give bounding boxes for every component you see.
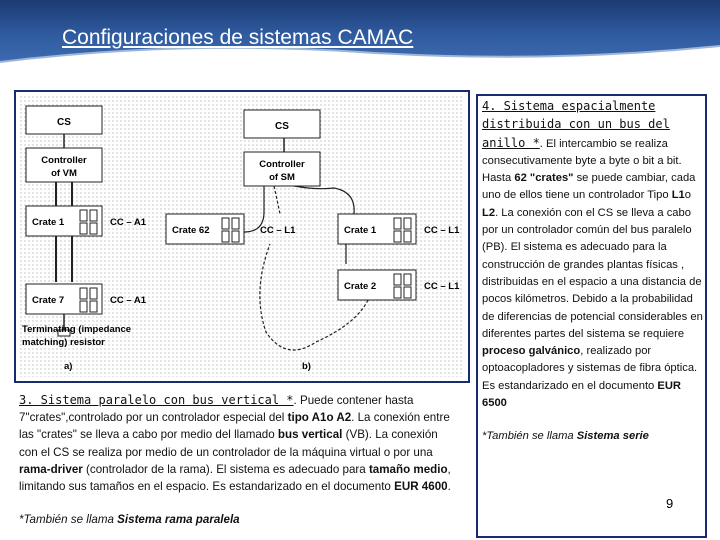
crate-1-a-label: Crate 1 — [32, 217, 65, 228]
crate-module-icon — [90, 301, 97, 312]
crate-module-icon — [80, 288, 87, 299]
crate-module-icon — [404, 274, 411, 285]
section-3-heading: 3. Sistema paralelo con bus vertical * — [19, 393, 294, 407]
section-4-note-bold: Sistema serie — [576, 430, 649, 443]
camac-diagram — [16, 92, 468, 381]
crate-module-icon — [394, 218, 401, 229]
terminator-label-2: matching) resistor — [22, 337, 105, 348]
cs-label-a: CS — [57, 117, 71, 128]
section-4-bold: proceso galvánico — [482, 345, 581, 358]
camac-diagram-frame — [14, 90, 470, 383]
section-3-bold: EUR 4600 — [394, 480, 448, 494]
section-4-text — [482, 98, 704, 446]
diagram-label-a: a) — [64, 361, 73, 372]
section-4-text-part: o — [684, 189, 691, 202]
crate-module-icon — [404, 231, 411, 242]
section-4-bold: L1 — [671, 189, 685, 202]
section-3-text-part: . — [447, 480, 451, 494]
cc-l1-label-2: CC – L1 — [424, 281, 460, 292]
section-4-bold: 62 "crates" — [514, 172, 574, 185]
cc-a1-label-1: CC – A1 — [110, 217, 147, 228]
section-3-text-part: (VB). La conexión con el CS se realiza por medio de un controlador de la máquina virtual o por una — [19, 428, 438, 459]
section-4-text-part: , realizado por optoacopladores y sistemas de fibra óptica. Es estandarizado en el documento — [482, 345, 698, 392]
crate-7-label: Crate 7 — [32, 295, 65, 306]
crate-module-icon — [232, 231, 239, 242]
section-4-note — [482, 428, 704, 445]
section-4-note-prefix: *También se llama — [482, 430, 577, 443]
crate-module-icon — [222, 231, 229, 242]
crate-module-icon — [222, 218, 229, 229]
cs-label-b: CS — [275, 121, 289, 132]
section-3-bold: rama-driver — [19, 462, 83, 476]
terminator-label-1: Terminating (impedance — [22, 324, 132, 335]
section-3-note — [19, 511, 455, 528]
cc-l1-label-62: CC – L1 — [260, 225, 296, 236]
section-4-panel — [476, 94, 707, 538]
crate-module-icon — [394, 274, 401, 285]
section-3-text-part: . Puede contener hasta 7"crates",controlado por un controlador especial del — [19, 394, 414, 425]
controller-vm-label-2: of VM — [51, 168, 77, 179]
section-4-bold: L2 — [482, 206, 496, 219]
crate-2-label: Crate 2 — [344, 281, 377, 292]
section-4-heading: 4. Sistema espacialmente distribuida con un bus del anillo * — [482, 99, 670, 150]
section-3-text-part: , limitando sus tamaños en el espacio. Es estandarizado en el documento — [19, 462, 451, 494]
cc-a1-label-2: CC – A1 — [110, 295, 147, 306]
crate-module-icon — [80, 210, 87, 221]
crate-1-b-label: Crate 1 — [344, 225, 377, 236]
section-3-panel — [19, 392, 455, 528]
section-3-bold: tipo A1o A2 — [287, 411, 352, 425]
section-3-text — [19, 392, 455, 495]
section-4-text-part: . El intercambio se realiza consecutivamente byte a byte o bit a bit. Hasta — [482, 137, 682, 185]
slide-header — [0, 0, 720, 62]
section-3-text-part: . La conexión entre las "crates" se lleva a cabo por medio del llamado — [19, 411, 450, 442]
page-number: 9 — [666, 496, 674, 511]
crate-module-icon — [394, 287, 401, 298]
crate-module-icon — [80, 301, 87, 312]
crate-module-icon — [232, 218, 239, 229]
cc-l1-label-1: CC – L1 — [424, 225, 460, 236]
section-3-bold: tamaño medio — [368, 462, 448, 476]
section-3-note-prefix: *También se llama — [19, 513, 118, 527]
controller-sm-label-1: Controller — [259, 159, 305, 170]
controller-vm-label-1: Controller — [41, 155, 87, 166]
controller-sm-label-2: of SM — [269, 172, 295, 183]
section-4-bold: EUR 6500 — [482, 379, 682, 410]
slide-title: Configuraciones de sistemas CAMAC — [62, 26, 414, 49]
section-3-text-part: (controlador de la rama). El sistema es adecuado para — [82, 462, 369, 476]
crate-module-icon — [90, 210, 97, 221]
crate-module-icon — [394, 231, 401, 242]
crate-module-icon — [90, 223, 97, 234]
crate-module-icon — [404, 287, 411, 298]
section-3-bold: bus vertical — [277, 428, 343, 442]
crate-module-icon — [404, 218, 411, 229]
section-4-text-part: se puede cambiar, cada uno de ellos tiene un controlador Tipo — [482, 172, 696, 202]
section-4-text-part: . La conexión con el CS se lleva a cabo por un controlador común del bus paralelo (PB). El sistema es adecuado para la construcción de grandes plantas físicas , distribuidas en el espacio a una distancia de pocos kilómetros. Debido a la probabilidad de diferencias de potencial considerables en diferentes partes del sistema se requiere — [482, 206, 703, 340]
section-3-note-bold: Sistema rama paralela — [117, 513, 240, 527]
crate-62-label: Crate 62 — [172, 225, 210, 236]
crate-module-icon — [90, 288, 97, 299]
crate-module-icon — [80, 223, 87, 234]
diagram-label-b: b) — [302, 361, 311, 372]
